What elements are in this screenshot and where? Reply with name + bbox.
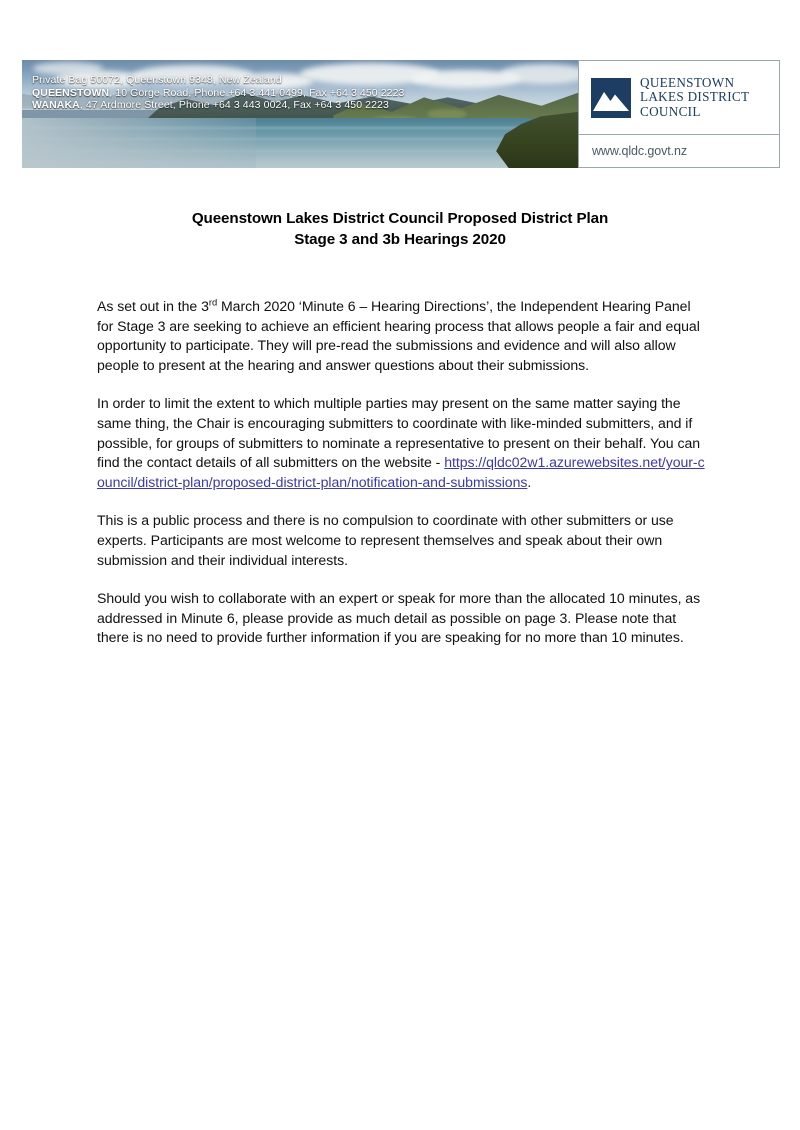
council-website-url[interactable]: www.qldc.govt.nz (592, 144, 687, 158)
address-line-wanaka (32, 99, 405, 112)
contact-address-block (32, 74, 405, 112)
paragraph-2-text-b: . (527, 473, 532, 490)
qldc-logo-block (578, 60, 780, 168)
title-line-1: Queenstown Lakes District Council Proposed District Plan (191, 210, 609, 227)
wanaka-label: WANAKA (32, 99, 80, 112)
logo-lower-row (579, 135, 779, 167)
address-line-queenstown (32, 87, 405, 100)
logo-wordmark (640, 76, 749, 119)
paragraph-3: This is a public process and there is no compulsion to coordinate with other submitters or use experts. Participants are most welcome to represent themselves and speak about their own submission and their individual interests. (97, 512, 674, 568)
qldc-mountain-logo-icon (591, 78, 631, 118)
logo-line-1: QUEENSTOWN (640, 75, 735, 91)
letterhead (22, 60, 780, 168)
paragraph-1-text-b: March 2020 ‘Minute 6 – Hearing Directions’, the Independent Hearing Panel for Stage 3 are seeking to achieve an efficient hearing process that allows people a fair and equal opportunity to participate. They will pre-read the submissions and evidence and will also allow people to present at the hearing and answer questions about their submissions. (97, 298, 700, 373)
wanaka-details: , 47 Ardmore Street, Phone +64 3 443 0024, Fax +64 3 450 2223 (79, 99, 389, 112)
submissions-page-link[interactable]: https://qldc02w1.azurewebsites.net/your-council/district-plan/proposed-district-plan/notification-and-submissions (97, 454, 705, 490)
paragraph-2-text-a: In order to limit the extent to which multiple parties may present on the same matter saying the same thing, the Chair is encouraging submitters to coordinate with like-minded submitters, and if possible, for groups of submitters to nominate a representative to present on their behalf. You can find the contact details of all submitters on the website - (97, 395, 701, 471)
title-line-2: Stage 3 and 3b Hearings 2020 (294, 231, 506, 248)
logo-upper-row (579, 61, 779, 135)
document-body (97, 297, 705, 648)
header-banner-photo (22, 60, 578, 168)
document-title (97, 208, 703, 250)
ordinal-suffix: rd (208, 296, 218, 308)
water-haze (22, 118, 256, 168)
logo-line-2: LAKES DISTRICT (640, 89, 750, 105)
paragraph-2 (97, 394, 705, 492)
lake-water (22, 118, 578, 168)
paragraph-1-text-a: As set out in the 3 (97, 298, 209, 314)
hill-field-patch (428, 109, 466, 119)
logo-line-3: COUNCIL (640, 103, 701, 119)
queenstown-details: , 10 Gorge Road, Phone +64 3 441 0499, Fax +64 3 450 2223 (109, 86, 405, 99)
queenstown-label: QUEENSTOWN (32, 86, 110, 99)
paragraph-1 (97, 297, 705, 375)
paragraph-4: Should you wish to collaborate with an expert or speak for more than the allocated 10 minutes, as addressed in Minute 6, please provide as much detail as possible on page 3. Please note that there is no need to provide further information if you are speaking for no more than 10 minutes. (97, 590, 701, 646)
address-line-postal: Private Bag 50072, Queenstown 9348, New Zealand (32, 74, 282, 86)
